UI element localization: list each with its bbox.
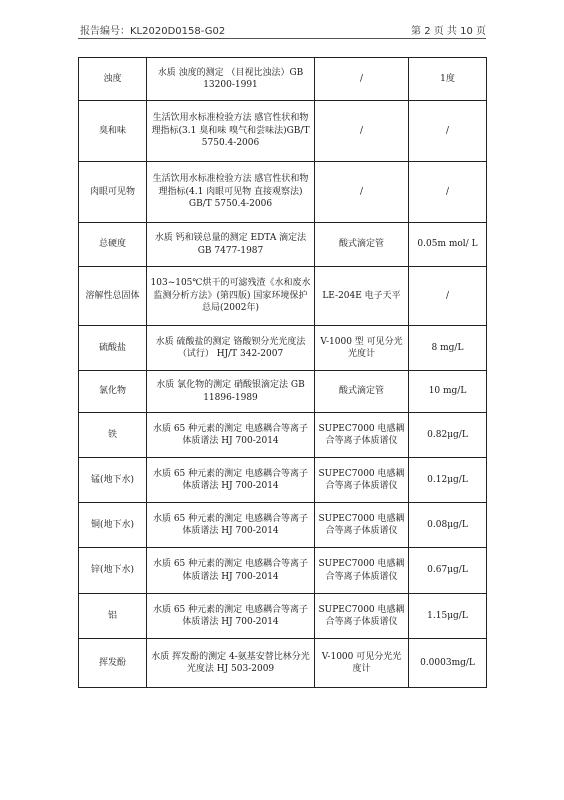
instrument-cell: SUPEC7000 电感耦合等离子体质谱仪 [315,458,409,503]
instrument-cell: 酸式滴定管 [315,371,409,413]
method-cell: 水质 挥发酚的测定 4-氨基安替比林分光光度法 HJ 503-2009 [147,639,315,688]
limit-cell: 0.82μg/L [409,413,487,458]
table-row [79,503,487,548]
limit-cell: 0.67μg/L [409,548,487,594]
limit-cell: / [409,101,487,162]
item-cell: 铝 [79,594,147,639]
table-row [79,458,487,503]
page-indicator: 第 2 页 共 10 页 [411,26,486,37]
limit-cell: 0.0003mg/L [409,639,487,688]
limit-cell: 1度 [409,58,487,101]
limit-cell: 8 mg/L [409,326,487,371]
table-row [79,162,487,223]
table-row [79,371,487,413]
method-cell: 生活饮用水标准检验方法 感官性状和物理指标(4.1 肉眼可见物 直接观察法) GB/T 5750.4-2006 [147,162,315,223]
method-cell: 水质 65 种元素的测定 电感耦合等离子体质谱法 HJ 700-2014 [147,413,315,458]
limit-cell: 0.05m mol/ L [409,223,487,267]
method-cell: 水质 65 种元素的测定 电感耦合等离子体质谱法 HJ 700-2014 [147,503,315,548]
instrument-cell: / [315,101,409,162]
method-cell: 水质 65 种元素的测定 电感耦合等离子体质谱法 HJ 700-2014 [147,594,315,639]
table-row [79,548,487,594]
method-table [78,57,487,688]
table-row [79,58,487,101]
item-cell: 总硬度 [79,223,147,267]
limit-cell: 10 mg/L [409,371,487,413]
method-cell: 水质 钙和镁总量的测定 EDTA 滴定法 GB 7477-1987 [147,223,315,267]
limit-cell: 1.15μg/L [409,594,487,639]
instrument-cell: / [315,162,409,223]
table-row [79,101,487,162]
report-number: 报告编号：KL2020D0158-G02 [80,26,226,37]
method-cell: 水质 65 种元素的测定 电感耦合等离子体质谱法 HJ 700-2014 [147,458,315,503]
item-cell: 铜(地下水) [79,503,147,548]
instrument-cell: SUPEC7000 电感耦合等离子体质谱仪 [315,413,409,458]
item-cell: 锰(地下水) [79,458,147,503]
item-cell: 硫酸盐 [79,326,147,371]
header-divider [78,38,486,39]
table-row [79,223,487,267]
instrument-cell: 酸式滴定管 [315,223,409,267]
limit-cell: / [409,162,487,223]
item-cell: 锌(地下水) [79,548,147,594]
instrument-cell: / [315,58,409,101]
item-cell: 溶解性总固体 [79,267,147,326]
item-cell: 浊度 [79,58,147,101]
instrument-cell: SUPEC7000 电感耦合等离子体质谱仪 [315,503,409,548]
method-cell: 水质 硫酸盐的测定 铬酸钡分光光度法（试行） HJ/T 342-2007 [147,326,315,371]
instrument-cell: SUPEC7000 电感耦合等离子体质谱仪 [315,548,409,594]
limit-cell: 0.08μg/L [409,503,487,548]
limit-cell: 0.12μg/L [409,458,487,503]
table-row [79,326,487,371]
table-row [79,639,487,688]
item-cell: 铁 [79,413,147,458]
table-row [79,413,487,458]
method-cell: 水质 浊度的测定 （目视比浊法）GB 13200-1991 [147,58,315,101]
method-cell: 103~105℃烘干的可滤残渣《水和废水监测分析方法》(第四版) 国家环境保护总局(2002年) [147,267,315,326]
table-row [79,594,487,639]
method-cell: 水质 65 种元素的测定 电感耦合等离子体质谱法 HJ 700-2014 [147,548,315,594]
instrument-cell: V-1000 可见分光光度计 [315,639,409,688]
instrument-cell: LE-204E 电子天平 [315,267,409,326]
instrument-cell: V-1000 型 可见分光光度计 [315,326,409,371]
table-row [79,267,487,326]
method-cell: 生活饮用水标准检验方法 感官性状和物理指标(3.1 臭和味 嗅气和尝味法)GB/T 5750.4-2006 [147,101,315,162]
item-cell: 氯化物 [79,371,147,413]
limit-cell: / [409,267,487,326]
method-cell: 水质 氯化物的测定 硝酸银滴定法 GB 11896-1989 [147,371,315,413]
instrument-cell: SUPEC7000 电感耦合等离子体质谱仪 [315,594,409,639]
item-cell: 挥发酚 [79,639,147,688]
item-cell: 肉眼可见物 [79,162,147,223]
item-cell: 臭和味 [79,101,147,162]
